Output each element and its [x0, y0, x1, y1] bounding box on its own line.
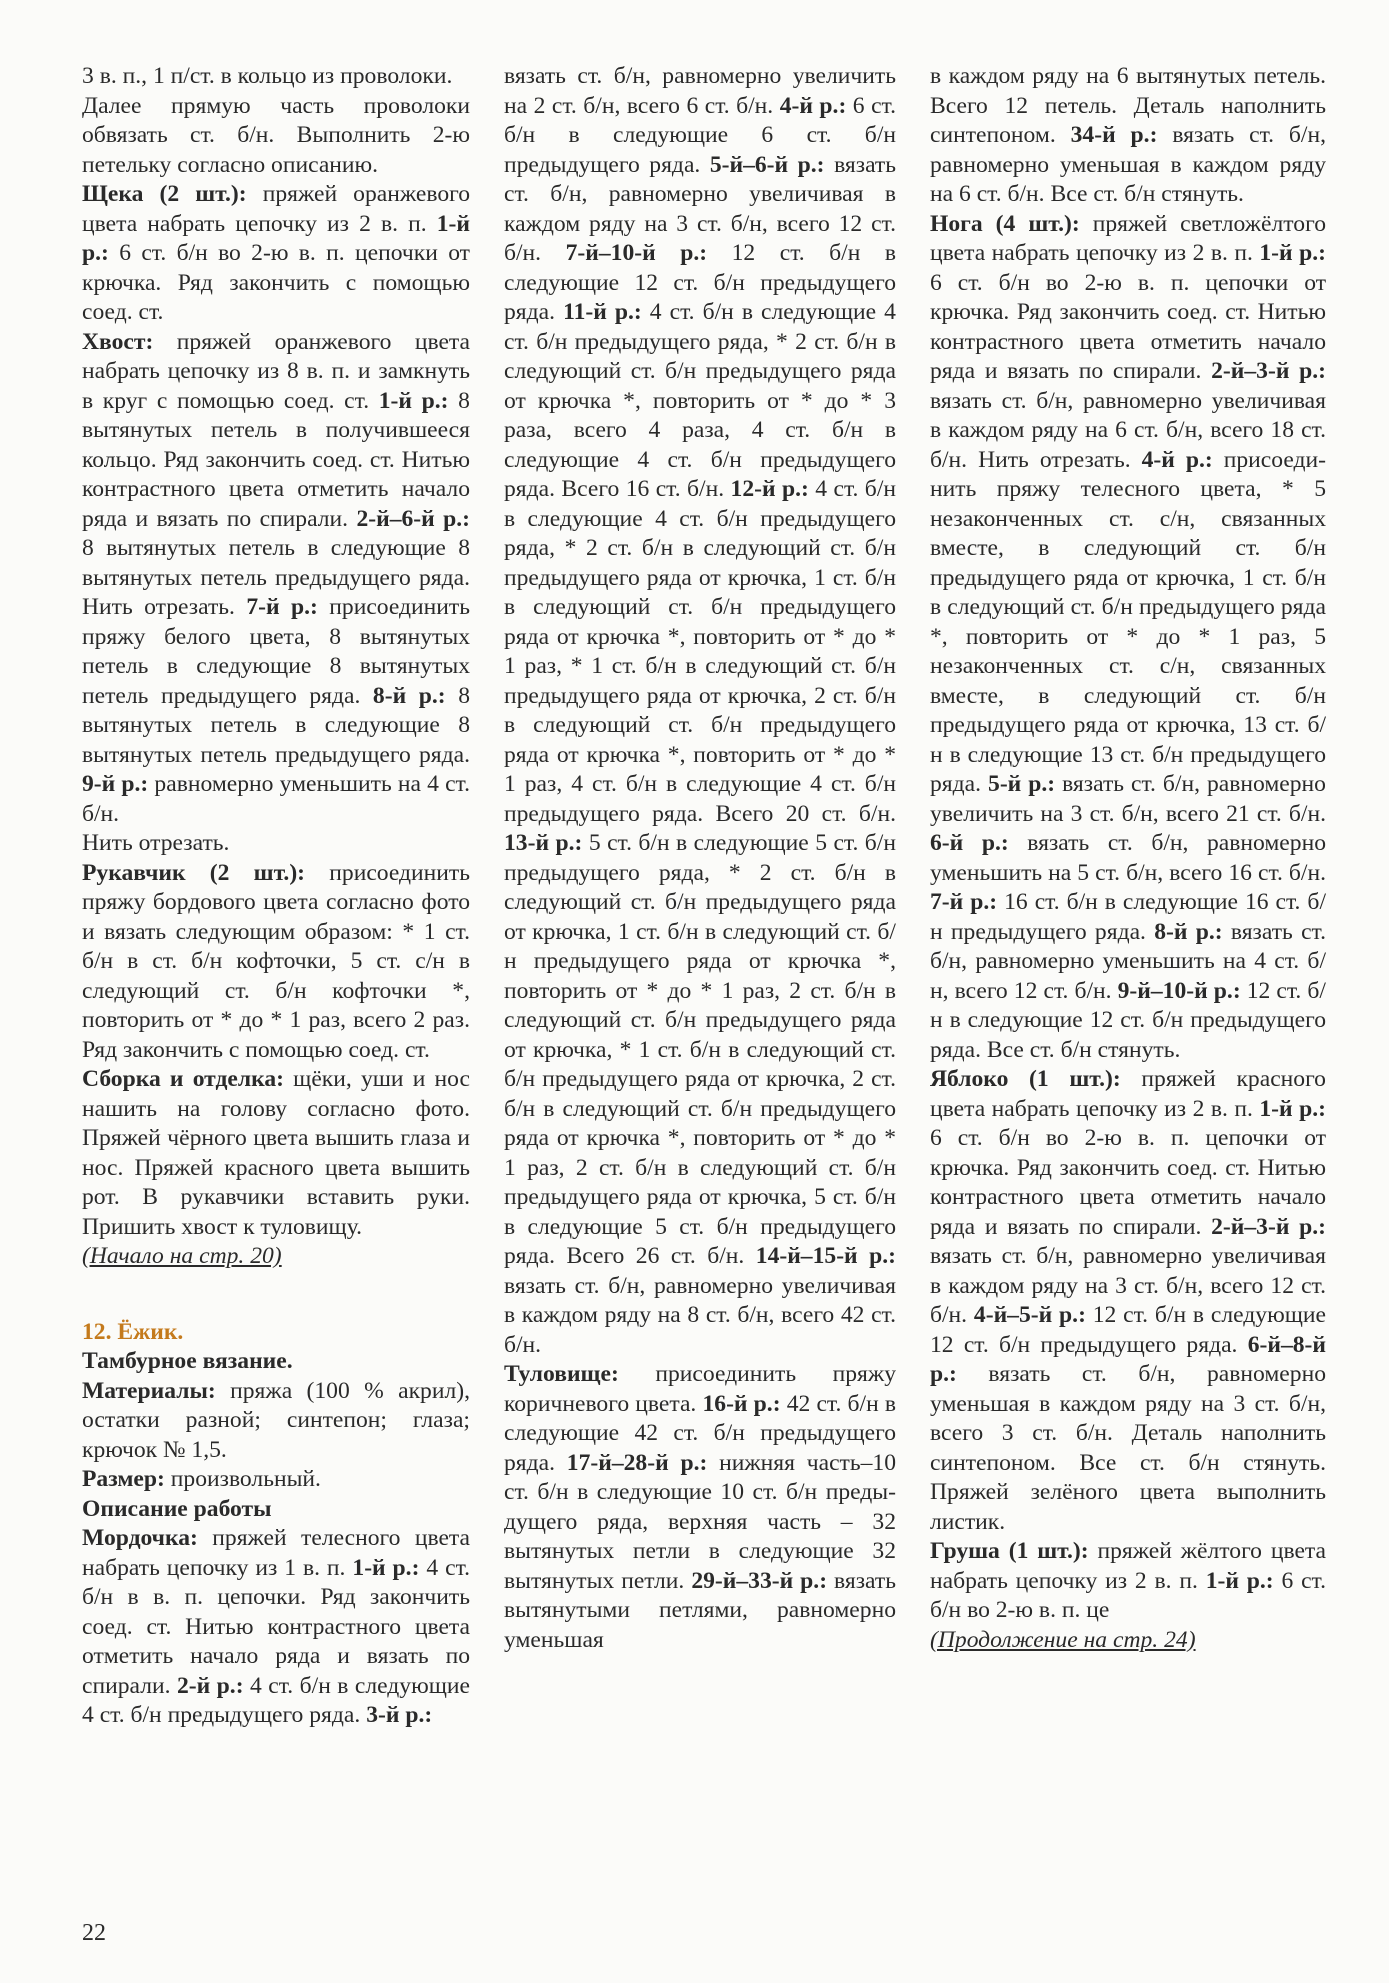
text: вязать ст. б/н, равномерно увеличить на 2 ст. б/н, всего 6 ст. б/н.	[504, 63, 896, 119]
text: 4 ст. б/н в следующие 4 ст. б/н предыдущего ряда, * 2 ст. б/н в следующий ст. б/н предыдущего ряда от крючка, 1 ст. б/н в следующий ст. б/н предыдущего ряда от крючка *, повторить от * до * 1 раз, * 1 ст. б/н в следующий ст. б/н предыдущего ряда от крючка, 2 ст. б/н в следующий ст. б/н предыдущего ряда от крючка *, повторить от * до * 1 раз, 4 ст. б/н в следующие 4 ст. б/н предыдущего ряда. Всего 20 ст. б/н.	[504, 476, 896, 827]
row-label: 8-й р.:	[372, 682, 446, 709]
text: нижняя часть–10 ст. б/н в следующие 10 ст. б/н предыдущего ряда, верхняя часть – 32 вытянутых петли в следующие 32 вытянутых петли.	[504, 1449, 896, 1594]
row-label: 4-й р.:	[1141, 446, 1213, 473]
row-label: 3-й р.:	[366, 1702, 433, 1728]
paragraph-assembly	[82, 1065, 470, 1242]
text: щёки, уши и нос нашить на голову согласно фото. Пряжей чёрного цвета вышить глаза и нос. Пряжей красного цвета вышить рот. В рукавчики вставить руки. Пришить хвост к туловищу.	[82, 1066, 470, 1240]
text: пряжей светложёлтого цвета набрать цепочку из 2 в. п.	[930, 210, 1326, 266]
paragraph-leg	[930, 210, 1326, 1066]
text-column-1	[82, 62, 470, 1731]
spacer	[82, 1272, 470, 1318]
text: 8 вытянутых петель в следующие 8 вытянутых петель предыдущего ряда.	[82, 682, 470, 768]
work-description-heading: Описание работы	[82, 1495, 272, 1522]
row-label: 4-й р.:	[779, 92, 847, 119]
row-label: 5-й р.:	[988, 771, 1056, 797]
row-label: 13-й р.:	[504, 830, 583, 856]
paragraph-apple	[930, 1065, 1326, 1537]
row-label: 1-й р.:	[1259, 1095, 1326, 1122]
row-label: 11-й р.:	[563, 299, 642, 325]
row-label: 14-й–15-й р.:	[755, 1243, 896, 1269]
page-number: 22	[82, 1920, 106, 1946]
row-label: 1-й р.:	[1205, 1567, 1274, 1594]
paragraph-materials	[82, 1377, 470, 1466]
row-label: 12-й р.:	[730, 476, 809, 502]
paragraph-cheek	[82, 180, 470, 328]
text: 6 ст. б/н во 2-ю в. п. цепочки от крючка. Ряд закончить соед. ст. Нитью контрастного цвета отметить начало ряда и вязать по спирали.	[930, 1125, 1326, 1240]
row-label: 2-й–3-й р.:	[1211, 1213, 1326, 1240]
text: Далее прямую часть проволоки обвязать ст. б/н. Выполнить 2-ю петельку согласно описанию.	[82, 92, 470, 178]
section-heading: Нога (4 шт.):	[930, 210, 1080, 237]
paragraph	[82, 92, 470, 181]
section-heading: Размер:	[82, 1466, 165, 1492]
row-label: 4-й–5-й р.:	[973, 1302, 1086, 1328]
text-column-2	[504, 62, 896, 1655]
paragraph-pear	[930, 1537, 1326, 1626]
text: 12 ст. б/н в следующие 12 ст. б/н предыдущего ряда.	[930, 1302, 1326, 1358]
text: пряжей оранжевого цвета набрать цепочку из 2 в. п.	[82, 181, 471, 237]
text: вязать ст. б/н, равномерно увеличивая в каждом ряду на 6 ст. б/н, всего 18 ст. б/н. Нить отрезать.	[930, 387, 1326, 473]
text: 8 вытянутых петель в получившееся кольцо. Ряд закончить соед. ст. Нитью контрастного цвета отметить начало ряда и вязать по спирали.	[82, 387, 470, 532]
section-heading: Щека (2 шт.):	[82, 181, 247, 207]
paragraph-body	[504, 1360, 896, 1655]
text: 3 в. п., 1 п/ст. в кольцо из проволоки.	[82, 63, 453, 89]
paragraph-size	[82, 1465, 470, 1495]
row-label: 9-й р.:	[82, 771, 149, 797]
text: пряжей красного цвета набрать цепочку из 2 в. п.	[930, 1066, 1326, 1122]
row-label: 8-й р.:	[1154, 918, 1223, 945]
row-label: 6-й р.:	[930, 830, 1009, 856]
technique-subtitle: Тамбурное вязание.	[82, 1348, 293, 1374]
text: вязать ст. б/н, равномерно увеличивая в каждом ряду на 3 ст. б/н, всего 12 ст. б/н.	[504, 151, 896, 266]
row-label: 34-й р.:	[1070, 122, 1158, 148]
section-heading: Рукавчик (2 шт.):	[82, 859, 306, 886]
text: в каждом ряду на 6 вытянутых петель. Всего 12 петель. Деталь наполнить синтепоном.	[930, 63, 1326, 148]
text: вязать ст. б/н, равномерно уменьшая в каждом ряду на 3 ст. б/н, всего 3 ст. б/н. Деталь наполнить синтепоном. Все ст. б/н стянуть. Пряжей зелёного цвета выполнить листик.	[930, 1361, 1326, 1535]
paragraph-tail	[82, 328, 470, 830]
text: пряжей жёлтого цвета набрать цепочку из 2 в. п.	[930, 1538, 1326, 1594]
paragraph	[82, 62, 470, 92]
row-label: 1-й р.:	[378, 387, 449, 414]
text: 42 ст. б/н в следующие 42 ст. б/н предыдущего ряда.	[504, 1390, 896, 1476]
text-column-3	[930, 62, 1326, 1655]
text: пряжа (100 % акрил), остатки разной; синтепон; глаза; крючок № 1,5.	[82, 1377, 470, 1463]
text: присоединить пряжу бордового цвета согласно фото и вязать следующим образом: * 1 ст. б/н в ст. б/н кофточки, 5 ст. с/н в следующий ст. б/н кофточки *, повторить от * до * 1 раз, всего 2 раз. Ряд закончить с помощью соед. ст.	[82, 859, 470, 1063]
text: 6 ст. б/н во 2-ю в. п. цепочки от крючка. Ряд закончить с помощью соед. ст.	[82, 240, 470, 325]
paragraph	[82, 829, 470, 859]
text: вязать ст. б/н, равномерно увеличить на 3 ст. б/н, всего 21 ст. б/н.	[930, 771, 1326, 827]
text: присоединить пряжу белого цвета, 8 вытянутых петель в следующие 8 вытянутых петель предыдущего ряда.	[82, 594, 470, 709]
text: 4 ст. б/н в в. п. цепочки. Ряд закончить соед. ст. Нитью контрастного цвета отметить начало ряда и вязать по спирали.	[82, 1554, 471, 1699]
row-label: 2-й р.:	[176, 1672, 244, 1699]
section-heading: Материалы:	[82, 1377, 216, 1404]
row-label: 7-й р.:	[930, 889, 998, 915]
text: вязать вытянутыми петлями, равномерно уменьшая	[504, 1567, 896, 1653]
text: 5 ст. б/н в следующие 5 ст. б/н предыдущего ряда, * 2 ст. б/н в следующий ст. б/н предыдущего ряда от крючка, 1 ст. б/н в следующий ст. б/н предыдущего ряда от крючка *, повторить от * до * 1 раз, 2 ст. б/н в следующий ст. б/н предыдущего ряда от крючка, * 1 ст. б/н в следующий ст. б/н предыдущего ряда от крючка, 2 ст. б/н в следующий ст. б/н предыдущего ряда от крючка *, повторить от * до * 1 раз, 2 ст. б/н в следующий ст. б/н предыдущего ряда от крючка, 5 ст. б/н в следующие 5 ст. б/н предыдущего ряда. Всего 26 ст. б/н.	[504, 830, 896, 1269]
text: вязать ст. б/н, равномерно уменьшая в каждом ряду на 6 ст. б/н. Все ст. б/н стянуть.	[930, 122, 1327, 207]
text: 4 ст. б/н в следующие 4 ст. б/н предыдущего ряда.	[82, 1672, 470, 1728]
text: 12 ст. б/н в следующие 12 ст. б/н предыдущего ряда.	[504, 240, 897, 325]
text: 6 ст. б/н во 2-ю в. п. це	[930, 1567, 1326, 1623]
row-label: 7-й–10-й р.:	[565, 240, 708, 266]
section-heading: Груша (1 шт.):	[930, 1538, 1089, 1564]
paragraph-body-continued	[930, 62, 1326, 210]
text: вязать ст. б/н, равномерно уменьшить на 4 ст. б/н, всего 12 ст. б/н.	[930, 918, 1326, 1004]
text: произвольный.	[164, 1466, 321, 1492]
paragraph-head-continued	[504, 62, 896, 1360]
text: 8 вытянутых петель в следующие 8 вытянутых петель предыдущего ряда. Нить отрезать.	[82, 535, 470, 620]
row-label: 5-й–6-й р.:	[709, 151, 825, 178]
page-reference-link[interactable]: (Продолжение на стр. 24)	[930, 1626, 1196, 1653]
row-label: 1-й р.:	[352, 1554, 420, 1581]
text: 16 ст. б/н в следующие 16 ст. б/н предыдущего ряда.	[930, 889, 1326, 945]
section-heading: Мордочка:	[82, 1525, 198, 1551]
text: присоединить пряжу коричневого цвета.	[504, 1361, 896, 1417]
row-label: 9-й–10-й р.:	[1117, 977, 1241, 1004]
row-label: 2-й–6-й р.:	[356, 505, 470, 532]
row-label: 7-й р.:	[246, 594, 318, 620]
text: пряжей телесного цвета набрать цепочку из 1 в. п.	[82, 1525, 470, 1581]
page-reference-link[interactable]: (Начало на стр. 20)	[82, 1243, 282, 1269]
text: вязать ст. б/н, равномерно увеличивая в каждом ряду на 8 ст. б/н, всего 42 ст. б/н.	[504, 1272, 896, 1358]
text: Нить отрезать.	[82, 830, 230, 856]
section-heading: Хвост:	[82, 328, 154, 355]
paragraph-sleeve	[82, 859, 470, 1066]
row-label: 29-й–33-й р.:	[691, 1567, 828, 1594]
section-heading: Яблоко (1 шт.):	[930, 1066, 1121, 1092]
text: равномерно уменьшить на 4 ст. б/н.	[82, 771, 470, 827]
row-label: 1-й р.:	[82, 210, 470, 266]
text: присоединить пряжу телесного цвета, * 5 незаконченных ст. с/н, связанных вместе, в следующий ст. б/н предыдущего ряда от крючка, 1 ст. б/н в следующий ст. б/н предыдущего ряда *, повторить от * до * 1 раз, 5 незаконченных ст. с/н, связанных вместе, в следующий ст. б/н предыдущего ряда от крючка, 13 ст. б/н в следующие 13 ст. б/н предыдущего ряда.	[930, 446, 1326, 797]
text: 12 ст. б/н в следующие 12 ст. б/н предыдущего ряда. Все ст. б/н стянуть.	[930, 977, 1326, 1063]
section-heading: Туловище:	[504, 1361, 619, 1387]
row-label: 1-й р.:	[1259, 240, 1326, 266]
text: 4 ст. б/н в следующие 4 ст. б/н предыдущего ряда, * 2 ст. б/н в следующий ст. б/н предыдущего ряда от крючка *, повторить от * до * 3 раза, всего 4 раза, 4 ст. б/н в следующие 4 ст. б/н предыдущего ряда. Всего 16 ст. б/н.	[504, 299, 896, 502]
row-label: 6-й–8-й р.:	[930, 1331, 1326, 1387]
text: 6 ст. б/н в следующие 6 ст. б/н предыдущего ряда.	[504, 92, 896, 178]
row-label: 2-й–3-й р.:	[1211, 358, 1326, 384]
text: пряжей оранжевого цвета набрать цепочку из 8 в. п. и замкнуть в круг с помощью соед. ст.	[82, 328, 470, 414]
project-title: 12. Ёжик.	[82, 1318, 184, 1345]
row-label: 16-й р.:	[702, 1390, 781, 1417]
section-heading: Сборка и отделка:	[82, 1066, 284, 1092]
text: вязать ст. б/н, равномерно уменьшить на 5 ст. б/н, всего 16 ст. б/н.	[930, 830, 1326, 886]
text: 6 ст. б/н во 2-ю в. п. цепочки от крючка. Ряд закончить соед. ст. Нитью контрастного цвета отметить начало ряда и вязать по спирали.	[930, 269, 1326, 384]
row-label: 17-й–28-й р.:	[566, 1449, 708, 1476]
text: вязать ст. б/н, равномерно увеличивая в каждом ряду на 3 ст. б/н, всего 12 ст. б/н.	[930, 1243, 1326, 1328]
paragraph-muzzle	[82, 1524, 470, 1731]
